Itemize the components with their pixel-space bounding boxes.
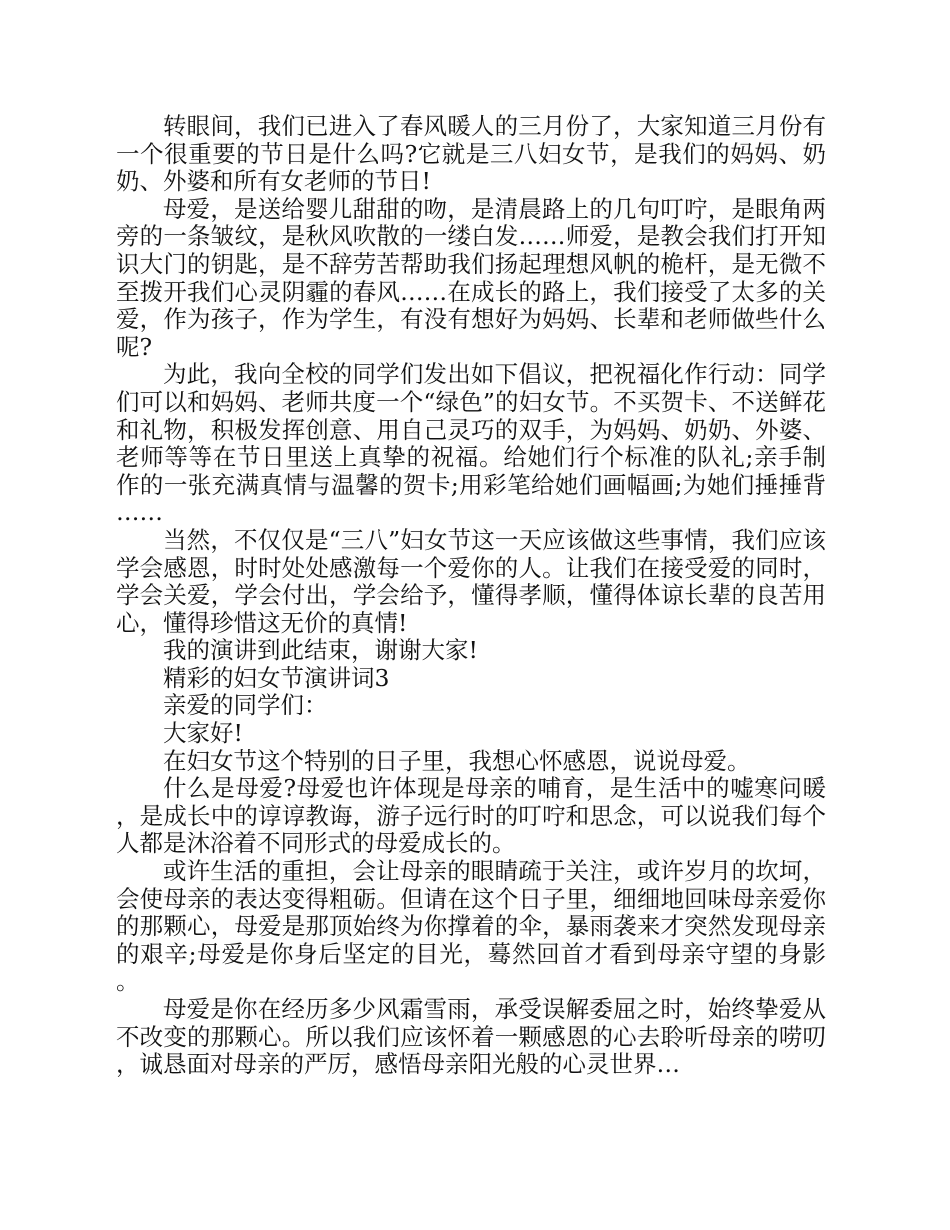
paragraph-theme: 在妇女节这个特别的日子里，我想心怀感恩，说说母爱。: [163, 746, 751, 775]
paragraph-steadfast-love: 母爱是你在经历多少风霜雪雨，承受误解委屈之时，始终挚爱从不改变的那颗心。所以我们应该怀着一颗感恩的心去聆听母亲的唠叨，诚恳面对母亲的严厉，感悟母亲阳光般的心灵世界…: [116, 995, 826, 1079]
paragraph-mother-teacher-love: 母爱，是送给婴儿甜甜的吻，是清晨路上的几句叮咛，是眼角两旁的一条皱纹，是秋风吹散的一缕白发……师爱，是教会我们打开知识大门的钥匙，是不辞劳苦帮助我们扬起理想风帆的桅杆，是无微不至拨开我们心灵阴霾的春风……在成长的路上，我们接受了太多的关爱，作为孩子，作为学生，有没有想好为妈妈、长辈和老师做些什么呢?: [116, 194, 826, 361]
section-heading: 精彩的妇女节演讲词3: [163, 663, 390, 692]
salutation: 亲爱的同学们：: [163, 691, 328, 720]
paragraph-what-is-mother-love: 什么是母爱?母爱也许体现是母亲的哺育，是生活中的嘘寒问暖，是成长中的谆谆教诲，游子远行时的叮咛和思念，可以说我们每个人都是沐浴着不同形式的母爱成长的。: [116, 774, 826, 858]
paragraph-intro: 转眼间，我们已进入了春风暖人的三月份了，大家知道三月份有一个很重要的节日是什么吗?它就是三八妇女节，是我们的妈妈、奶奶、外婆和所有女老师的节日!: [116, 112, 826, 196]
paragraph-closing: 我的演讲到此结束，谢谢大家!: [163, 636, 478, 665]
paragraph-gratitude: 当然，不仅仅是“三八”妇女节这一天应该做这些事情，我们应该学会感恩，时时处处感激每一个爱你的人。让我们在接受爱的同时，学会关爱，学会付出，学会给予，懂得孝顺，懂得体谅长辈的良苦用心，懂得珍惜这无价的真情!: [116, 525, 826, 637]
paragraph-proposal: 为此，我向全校的同学们发出如下倡议，把祝福化作行动：同学们可以和妈妈、老师共度一个“绿色”的妇女节。不买贺卡、不送鲜花和礼物，积极发挥创意、用自己灵巧的双手，为妈妈、奶奶、外婆、老师等等在节日里送上真挚的祝福。给她们行个标准的队礼;亲手制作的一张充满真情与温馨的贺卡;用彩笔给她们画幅画;为她们捶捶背……: [116, 360, 826, 527]
document-body: [116, 113, 826, 1079]
greeting: 大家好!: [163, 719, 243, 748]
paragraph-perhaps: 或许生活的重担，会让母亲的眼睛疏于关注，或许岁月的坎坷，会使母亲的表达变得粗砺。但请在这个日子里，细细地回味母亲爱你的那颗心，母爱是那顶始终为你撑着的伞，暴雨袭来才突然发现母亲的艰辛;母爱是你身后坚定的目光，蓦然回首才看到母亲守望的身影。: [116, 857, 826, 996]
